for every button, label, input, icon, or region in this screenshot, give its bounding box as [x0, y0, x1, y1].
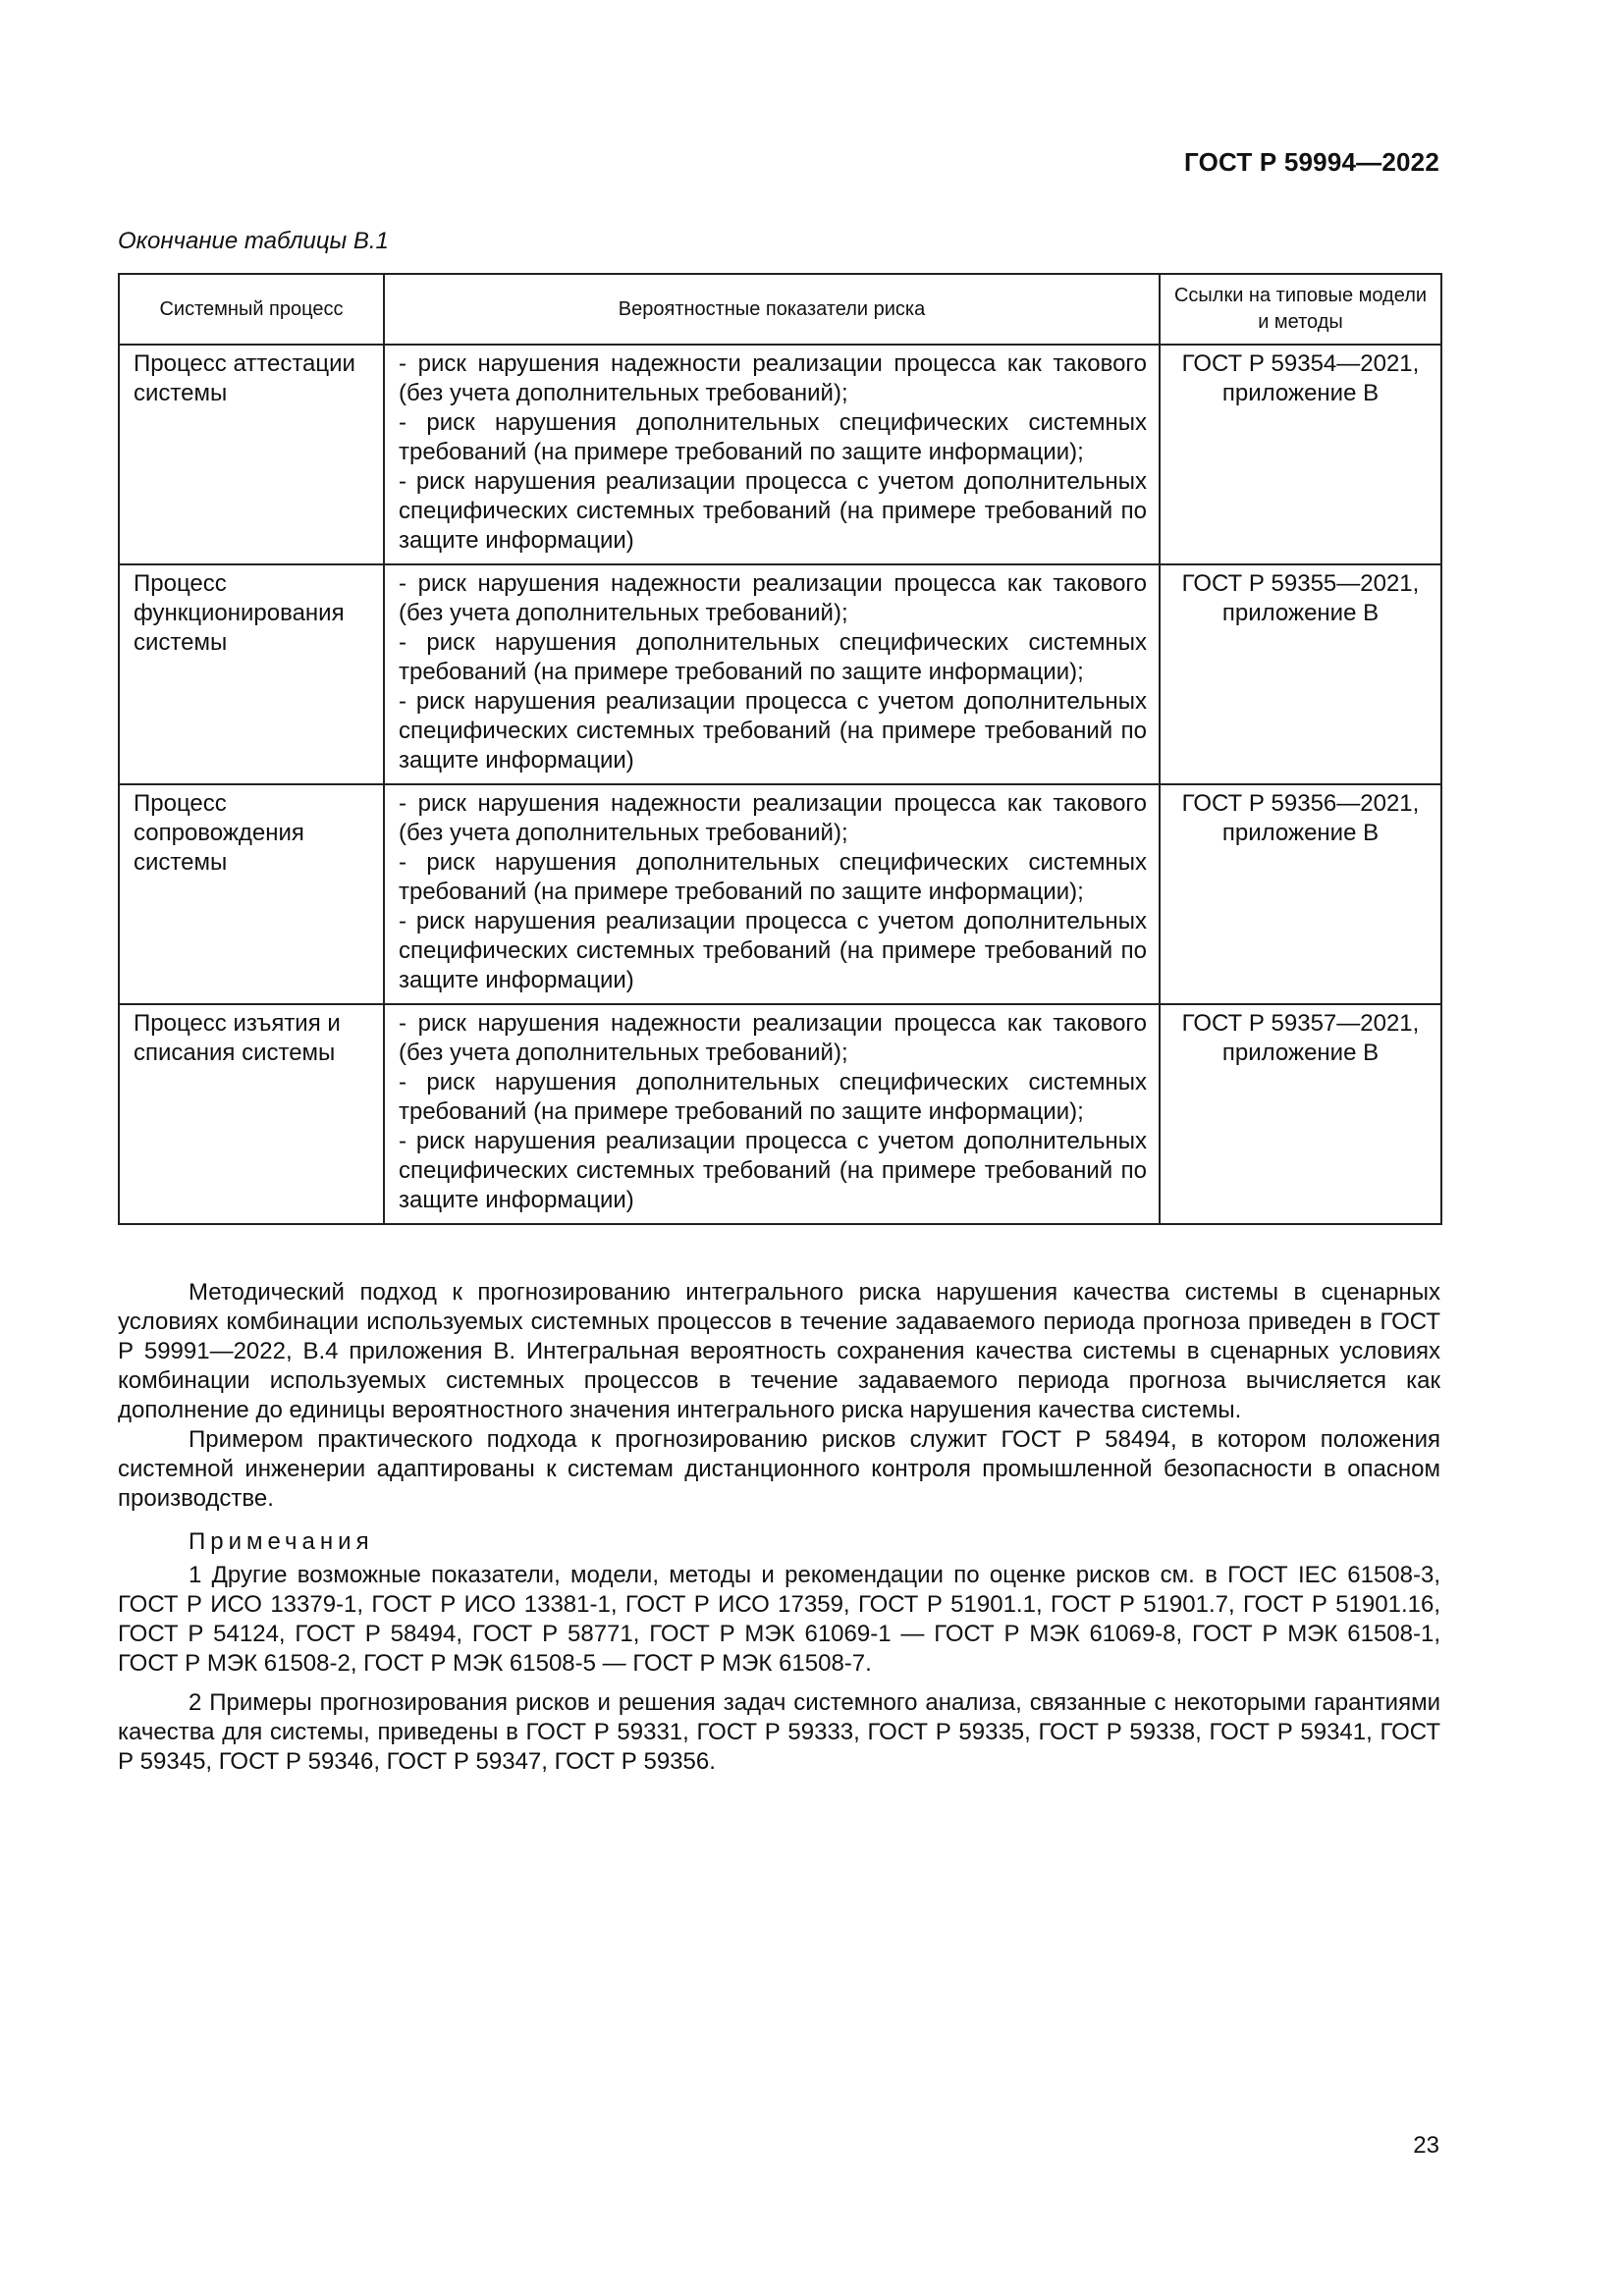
risk-item: - риск нарушения надежности реализации процесса как такового (без учета дополнительных требований); [399, 570, 1147, 626]
table-row [119, 1004, 1441, 1224]
table-caption: Окончание таблицы В.1 [118, 228, 389, 254]
column-header-risks: Вероятностные показатели риска [384, 274, 1160, 345]
process-cell: Процесс функционирования системы [119, 564, 384, 784]
note-item: 2 Примеры прогнозирования рисков и решения задач системного анализа, связанные с некоторыми гарантиями качества для системы, приведены в ГОСТ Р 59331, ГОСТ Р 59333, ГОСТ Р 59335, ГОСТ Р 59338, ГОСТ Р 59341, ГОСТ Р 59345, ГОСТ Р 59346, ГОСТ Р 59347, ГОСТ Р 59356. [118, 1689, 1440, 1775]
risk-item: - риск нарушения надежности реализации процесса как такового (без учета дополнительных требований); [399, 1010, 1147, 1066]
paragraph: Примером практического подхода к прогнозированию рисков служит ГОСТ Р 58494, в котором положения системной инженерии адаптированы к системам дистанционного контроля промышленной безопасности в опасном производстве. [118, 1426, 1440, 1512]
notes-title: Примечания [189, 1528, 374, 1555]
risk-item: - риск нарушения надежности реализации процесса как такового (без учета дополнительных требований); [399, 790, 1147, 846]
note-item: 1 Другие возможные показатели, модели, методы и рекомендации по оценке рисков см. в ГОСТ IEC 61508-3, ГОСТ Р ИСО 13379-1, ГОСТ Р ИСО 13381-1, ГОСТ Р ИСО 17359, ГОСТ Р 51901.1, ГОСТ Р 51901.7, ГОСТ Р 51901.16, ГОСТ Р 54124, ГОСТ Р 58494, ГОСТ Р 58771, ГОСТ Р МЭК 61069-1 — ГОСТ Р МЭК 61069-8, ГОСТ Р МЭК 61508-1, ГОСТ Р МЭК 61508-2, ГОСТ Р МЭК 61508-5 — ГОСТ Р МЭК 61508-7. [118, 1562, 1440, 1677]
risk-item: - риск нарушения дополнительных специфических системных требований (на примере требований по защите информации); [399, 1069, 1147, 1125]
table-row [119, 345, 1441, 564]
column-header-process: Системный процесс [119, 274, 384, 345]
risk-table [118, 273, 1442, 1225]
table-row [119, 564, 1441, 784]
reference-cell: ГОСТ Р 59356—2021, приложение В [1160, 784, 1441, 1004]
risk-item: - риск нарушения дополнительных специфических системных требований (на примере требований по защите информации); [399, 409, 1147, 465]
risks-cell [384, 1004, 1160, 1224]
risks-cell [384, 345, 1160, 564]
risk-item: - риск нарушения надежности реализации процесса как такового (без учета дополнительных требований); [399, 350, 1147, 406]
column-header-references: Ссылки на типовые модели и методы [1160, 274, 1441, 345]
reference-cell: ГОСТ Р 59355—2021, приложение В [1160, 564, 1441, 784]
reference-cell: ГОСТ Р 59357—2021, приложение В [1160, 1004, 1441, 1224]
risks-cell [384, 784, 1160, 1004]
process-cell: Процесс изъятия и списания системы [119, 1004, 384, 1224]
risk-item: - риск нарушения реализации процесса с учетом дополнительных специфических системных требований (на примере требований по защите информации) [399, 908, 1147, 993]
page-number: 23 [1413, 2132, 1439, 2159]
risk-item: - риск нарушения дополнительных специфических системных требований (на примере требований по защите информации); [399, 849, 1147, 905]
table-header-row [119, 274, 1441, 345]
risk-item: - риск нарушения дополнительных специфических системных требований (на примере требований по защите информации); [399, 629, 1147, 685]
risk-item: - риск нарушения реализации процесса с учетом дополнительных специфических системных требований (на примере требований по защите информации) [399, 468, 1147, 554]
document-header: ГОСТ Р 59994—2022 [1184, 147, 1439, 177]
table-row [119, 784, 1441, 1004]
process-cell: Процесс аттестации системы [119, 345, 384, 564]
risk-item: - риск нарушения реализации процесса с учетом дополнительных специфических системных требований (на примере требований по защите информации) [399, 1128, 1147, 1213]
paragraph: Методический подход к прогнозированию интегрального риска нарушения качества системы в сценарных условиях комбинации используемых системных процессов в течение задаваемого периода прогноза приведен в ГОСТ Р 59991—2022, В.4 приложения В. Интегральная вероятность сохранения качества системы в сценарных условиях комбинации используемых системных процессов в течение задаваемого периода прогноза вычисляется как дополнение до единицы вероятностного значения интегрального риска нарушения качества системы. [118, 1279, 1440, 1423]
risks-cell [384, 564, 1160, 784]
reference-cell: ГОСТ Р 59354—2021, приложение В [1160, 345, 1441, 564]
process-cell: Процесс сопровождения системы [119, 784, 384, 1004]
risk-item: - риск нарушения реализации процесса с учетом дополнительных специфических системных требований (на примере требований по защите информации) [399, 688, 1147, 774]
body-text [118, 1278, 1440, 1787]
